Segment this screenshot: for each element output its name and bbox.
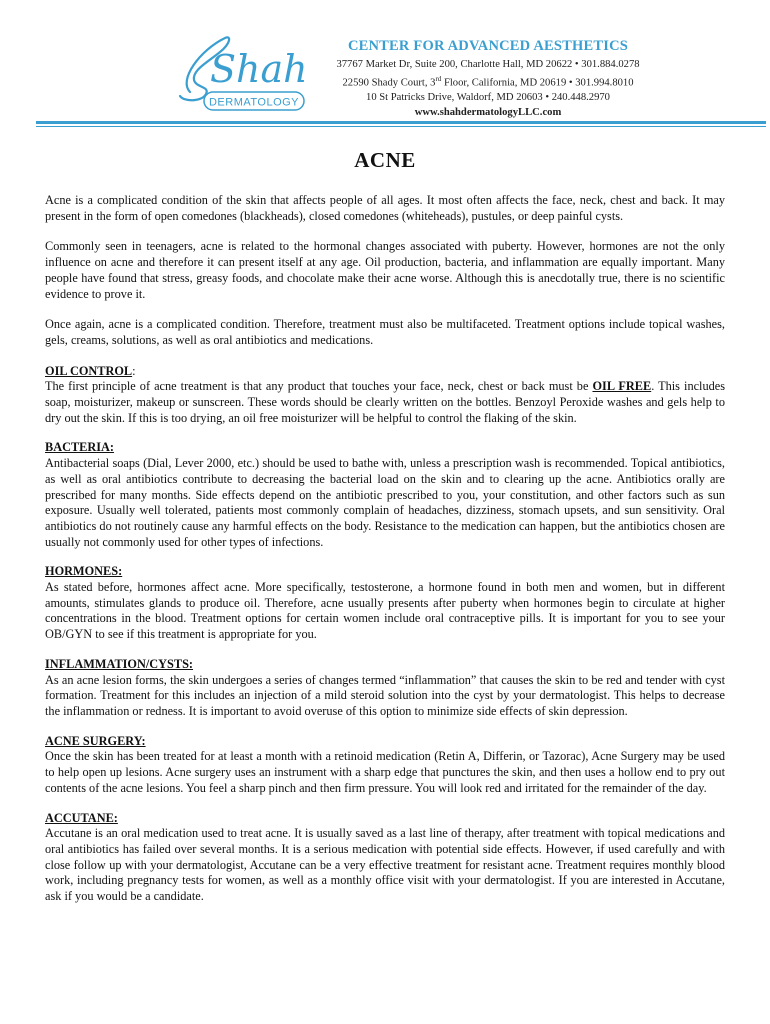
section-heading: HORMONES: bbox=[45, 564, 123, 579]
section-inflammation-cysts bbox=[45, 657, 725, 720]
intro-paragraph: Acne is a complicated condition of the skin that affects people of all ages. It most often affects the face, neck, chest and back. It may present in the form of open comedones (blackheads), closed comedones (whiteheads), pustules, or deep painful cysts. bbox=[45, 193, 725, 223]
section-text: As stated before, hormones affect acne. More specifically, testosterone, a hormone found in both men and women, but in different amounts, stimulates glands to produce oil. Therefore, acne usually presents after puberty when hormones begin to circulate at higher concentrations in the blood. Treatment options for certain women include oral contraceptive pills. It is important for you to see your OB/GYN to see if this treatment is appropriate for you. bbox=[45, 580, 725, 642]
section-heading-text: OIL CONTROL bbox=[45, 363, 133, 378]
header-rule-thick bbox=[36, 121, 766, 124]
header-rule-thin bbox=[36, 126, 766, 127]
section-text-pre: The first principle of acne treatment is that any product that touches your face, neck, chest or back must be bbox=[45, 379, 593, 394]
section-oil-control bbox=[45, 364, 725, 427]
intro-paragraph: Commonly seen in teenagers, acne is related to the hormonal changes associated with puberty. However, hormones are not the only influence on acne and therefore it can present itself at any age. Oil production, bacteria, and inflammation are equally important. Many people have found that stress, greasy foods, and chocolate make their acne worse. Although this is anecdotally true, there is no scientific evidence to prove it. bbox=[45, 239, 725, 301]
section-heading: ACCUTANE: bbox=[45, 810, 118, 825]
address-california-sup: rd bbox=[435, 75, 442, 84]
section-hormones bbox=[45, 564, 725, 643]
logo-script-text: Shah bbox=[210, 47, 308, 91]
center-name: CENTER FOR ADVANCED AESTHETICS bbox=[347, 38, 629, 54]
section-text: As an acne lesion forms, the skin undergoes a series of changes termed “inflammation” that causes the skin to be red and tender with cyst formation. Treatment for this includes an injection of a mild steroid solution into the cyst by your dermatologist. This helps to decrease the inflammation or redness. It is important to avoid overuse of this option to minimize side effects of skin depression. bbox=[45, 672, 725, 718]
letterhead bbox=[318, 38, 658, 120]
section-heading-colon: : bbox=[132, 363, 136, 378]
logo-sub-text: DERMATOLOGY bbox=[208, 96, 300, 109]
section-heading: ACNE SURGERY: bbox=[45, 733, 146, 748]
shah-dermatology-logo bbox=[170, 30, 310, 118]
address-charlotte-hall: 37767 Market Dr, Suite 200, Charlotte Hall, MD 20622 • 301.884.0278 bbox=[336, 59, 640, 70]
website-link[interactable]: www.shahdermatologyLLC.com bbox=[414, 107, 562, 119]
section-heading: INFLAMMATION/CYSTS: bbox=[45, 656, 194, 671]
address-waldorf: 10 St Patricks Drive, Waldorf, MD 20603 • 240.448.2970 bbox=[366, 92, 610, 104]
section-heading: BACTERIA: bbox=[45, 440, 115, 455]
address-california-post: Floor, California, MD 20619 • 301.994.8010 bbox=[441, 77, 634, 89]
section-acne-surgery bbox=[45, 734, 725, 797]
section-text: Accutane is an oral medication used to treat acne. It is usually saved as a last line of therapy, after treatment with topical medications and oral antibiotics has failed over several months. It is a serious medication with potential side effects. However, if used carefully and with close follow up with your dermatologist, Accutane can be a very effective treatment for resistant acne. Treatment requires monthly blood work, including pregnancy tests for women, as well as a monthly office visit with your dermatologist. If you are interested in Accutane, ask if you would be a candidate. bbox=[45, 826, 725, 904]
section-accutane bbox=[45, 811, 725, 905]
address-california-pre: 22590 Shady Court, 3 bbox=[342, 77, 436, 89]
section-bacteria bbox=[45, 440, 725, 550]
section-text-post: . This includes soap, moisturizer, makeup or sunscreen. These words should be clearly written on the bottles. Benzoyl Peroxide washes and gels help to dry out the skin. If this is too drying, an oil free moisturizer will be helpful to control the flaking of the skin. bbox=[45, 379, 726, 425]
address-california bbox=[318, 72, 658, 91]
section-heading bbox=[45, 364, 725, 380]
document-body bbox=[45, 193, 725, 919]
section-text: Antibacterial soaps (Dial, Lever 2000, etc.) should be used to bathe with, unless a prescription wash is recommended. Topical antibiotics, as well as oral antibiotics contribute to decreasing the bacterial load on the skin and to clearing up the acne. Antibiotics orally are prescribed for many months. Side effects depend on the antibiotic prescribed to you, your constitution, and other factors such as sun exposure. Usually well tolerated, patients most commonly complain of headaches, dizziness, stomach upsets, and sun sensitivity. Oral antibiotics do not routinely cause any harmful effects on the body. Resistance to the medication can happen, but the antibiotics chosen are usually not commonly used for other types of infections. bbox=[45, 456, 725, 549]
page-title: ACNE bbox=[354, 148, 416, 172]
section-text bbox=[45, 379, 725, 426]
intro-paragraph: Once again, acne is a complicated condition. Therefore, treatment must also be multifaceted. Treatment options include topical washes, gels, creams, solutions, as well as oral antibiotics and medications. bbox=[45, 317, 725, 347]
section-text: Once the skin has been treated for at least a month with a retinoid medication (Retin A, Differin, or Tazorac), Acne Surgery may be used to help open up lesions. Acne surgery uses an instrument with a sharp edge that punctures the skin, and then uses a hollow end to pry out contents of the acne lesions. You feel a sharp pinch and then firm pressure. You will look red and irritated for the remainder of the day. bbox=[45, 749, 725, 795]
oil-free-emphasis: OIL FREE bbox=[592, 379, 652, 394]
